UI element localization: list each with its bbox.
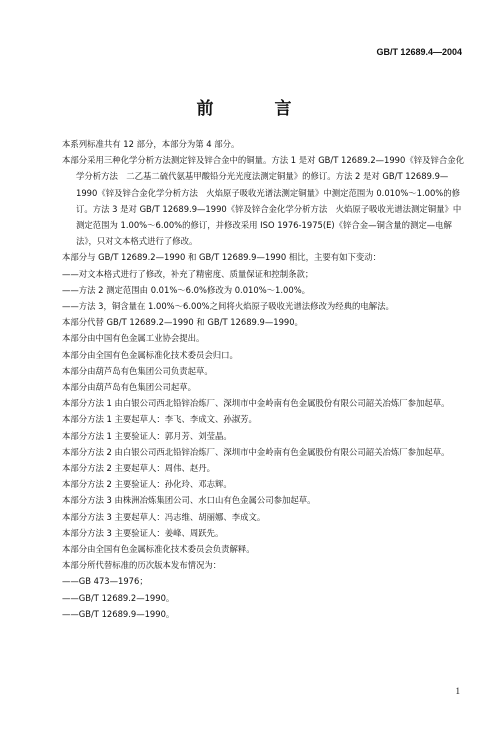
paragraph: 本部分由葫芦岛有色集团公司起草。	[62, 382, 196, 393]
document-body	[62, 136, 464, 622]
list-item: ——GB/T 12689.9—1990。	[62, 608, 175, 619]
paragraph: 本部分由全国有色金属标准化技术委员会负责解释。	[62, 544, 255, 555]
paragraph: 本部分方法 1 由白银公司西北铅锌冶炼厂、深圳市中金岭南有色金属股份有限公司韶关冶炼厂参加起草。	[62, 398, 450, 409]
page-title: 前 言	[196, 99, 314, 119]
paragraph: 本部分方法 1 主要起草人：李飞、李成文、孙淑芳。	[62, 414, 257, 425]
paragraph: 本部分方法 2 主要验证人：孙化玲、邓志辉。	[62, 479, 232, 490]
paragraph: 本部分方法 3 主要起草人：冯志维、胡丽娜、李成文。	[62, 511, 266, 522]
paragraph: 本部分方法 2 由白银公司西北铅锌冶炼厂、深圳市中金岭南有色金属股份有限公司韶关冶炼厂参加起草。	[62, 446, 450, 457]
standard-code: GB/T 12689.4—2004	[376, 47, 462, 57]
paragraph: 本部分方法 2 主要起草人：周伟、赵丹。	[62, 463, 216, 474]
paragraph: 本部分由中国有色金属工业协会提出。	[62, 333, 205, 344]
page-number: 1	[455, 686, 460, 696]
paragraph: 本部分采用三种化学分析方法测定锌及锌合金中的铜量。方法 1 是对 GB/T 12689.2—1990《锌及锌合金化学分析方法 二乙基二硫代氨基甲酸铅分光光度法测定铜量》的修订。方法 2 是对 GB/T 12689.9—1990《锌及锌合金化学分析方法 火焰原子吸收光谱法测定铜量》中测定范围为 0.010%～1.00%的修订。方法 3 是对 GB/T 12689.9—1990《锌及锌合金化学分析方法 火焰原子吸收光谱法测定铜量》中测定范围为 1.00%～6.00%的修订，并修改采用 ISO 1976-1975(E)《锌合金—铜含量的测定—电解法》，只对文本格式进行了修改。	[62, 155, 464, 247]
list-item: ——方法 3，铜含量在 1.00%～6.00%之间将火焰原子吸收光谱法修改为经典的电解法。	[62, 301, 394, 312]
paragraph: 本部分方法 3 主要验证人：姜峰、周跃先。	[62, 527, 224, 538]
list-item: ——方法 2 测定范围由 0.01%～6.0%修改为 0.010%～1.00%。	[62, 284, 311, 295]
paragraph: 本部分由葫芦岛有色集团公司负责起草。	[62, 365, 213, 376]
paragraph: 本系列标准共有 12 部分，本部分为第 4 部分。	[62, 139, 240, 149]
list-item: ——对文本格式进行了修改，补充了精密度、质量保证和控制条款；	[62, 268, 314, 279]
paragraph: 本部分代替 GB/T 12689.2—1990 和 GB/T 12689.9—1990。	[62, 317, 303, 328]
paragraph: 本部分方法 1 主要验证人：郭月芳、刘莹晶。	[62, 430, 232, 441]
paragraph: 本部分方法 3 由株洲冶炼集团公司、水口山有色金属公司参加起草。	[62, 495, 316, 506]
paragraph: 本部分与 GB/T 12689.2—1990 和 GB/T 12689.9—1990 相比，主要有如下变动：	[62, 252, 381, 263]
paragraph: 本部分由全国有色金属标准化技术委员会归口。	[62, 349, 238, 360]
paragraph: 本部分所代替标准的历次版本发布情况为：	[62, 560, 222, 571]
list-item: ——GB/T 12689.2—1990。	[62, 592, 175, 603]
list-item: ——GB 473—1976；	[62, 576, 148, 587]
